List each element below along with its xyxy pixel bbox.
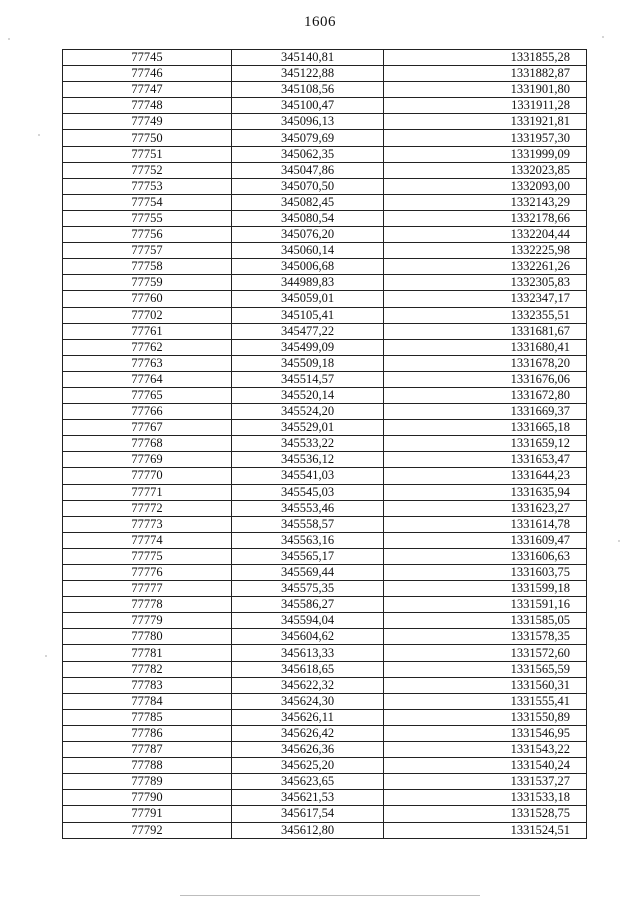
x-coordinate-cell: 345105,41 (232, 307, 384, 323)
y-coordinate-cell: 1331543,22 (384, 742, 587, 758)
y-coordinate-cell: 1331681,67 (384, 323, 587, 339)
x-coordinate-cell: 345617,54 (232, 806, 384, 822)
scan-speck (8, 38, 10, 40)
x-coordinate-cell: 345100,47 (232, 98, 384, 114)
point-number-cell: 77702 (63, 307, 232, 323)
point-number-cell: 77778 (63, 597, 232, 613)
point-number-cell: 77747 (63, 82, 232, 98)
point-number-cell: 77766 (63, 404, 232, 420)
table-row (63, 725, 587, 741)
point-number-cell: 77751 (63, 146, 232, 162)
table-row (63, 613, 587, 629)
point-number-cell: 77767 (63, 420, 232, 436)
x-coordinate-cell: 345062,35 (232, 146, 384, 162)
y-coordinate-cell: 1331614,78 (384, 516, 587, 532)
point-number-cell: 77748 (63, 98, 232, 114)
x-coordinate-cell: 345520,14 (232, 387, 384, 403)
y-coordinate-cell: 1331644,23 (384, 468, 587, 484)
table-row (63, 291, 587, 307)
x-coordinate-cell: 345565,17 (232, 548, 384, 564)
y-coordinate-cell: 1332305,83 (384, 275, 587, 291)
x-coordinate-cell: 345096,13 (232, 114, 384, 130)
point-number-cell: 77759 (63, 275, 232, 291)
point-number-cell: 77780 (63, 629, 232, 645)
table-row (63, 565, 587, 581)
table-row (63, 629, 587, 645)
y-coordinate-cell: 1331585,05 (384, 613, 587, 629)
point-number-cell: 77770 (63, 468, 232, 484)
y-coordinate-cell: 1331528,75 (384, 806, 587, 822)
x-coordinate-cell: 345613,33 (232, 645, 384, 661)
x-coordinate-cell: 345070,50 (232, 178, 384, 194)
point-number-cell: 77745 (63, 50, 232, 66)
table-row (63, 645, 587, 661)
y-coordinate-cell: 1331957,30 (384, 130, 587, 146)
table-row (63, 130, 587, 146)
point-number-cell: 77779 (63, 613, 232, 629)
table-row (63, 484, 587, 500)
table-row (63, 323, 587, 339)
table-row (63, 146, 587, 162)
x-coordinate-cell: 345553,46 (232, 500, 384, 516)
table-row (63, 436, 587, 452)
x-coordinate-cell: 345622,32 (232, 677, 384, 693)
table-row (63, 790, 587, 806)
y-coordinate-cell: 1331599,18 (384, 581, 587, 597)
x-coordinate-cell: 345076,20 (232, 227, 384, 243)
table-row (63, 355, 587, 371)
point-number-cell: 77785 (63, 709, 232, 725)
table-row (63, 548, 587, 564)
table-row (63, 468, 587, 484)
table-row (63, 210, 587, 226)
coordinates-table-body (63, 50, 587, 839)
point-number-cell: 77753 (63, 178, 232, 194)
point-number-cell: 77768 (63, 436, 232, 452)
y-coordinate-cell: 1331603,75 (384, 565, 587, 581)
y-coordinate-cell: 1331540,24 (384, 758, 587, 774)
y-coordinate-cell: 1331591,16 (384, 597, 587, 613)
y-coordinate-cell: 1331578,35 (384, 629, 587, 645)
page-number: 1606 (304, 14, 336, 30)
x-coordinate-cell: 345621,53 (232, 790, 384, 806)
y-coordinate-cell: 1331882,87 (384, 66, 587, 82)
x-coordinate-cell: 345586,27 (232, 597, 384, 613)
point-number-cell: 77788 (63, 758, 232, 774)
x-coordinate-cell: 345006,68 (232, 259, 384, 275)
point-number-cell: 77773 (63, 516, 232, 532)
point-number-cell: 77761 (63, 323, 232, 339)
point-number-cell: 77774 (63, 532, 232, 548)
x-coordinate-cell: 345569,44 (232, 565, 384, 581)
x-coordinate-cell: 345529,01 (232, 420, 384, 436)
y-coordinate-cell: 1331555,41 (384, 693, 587, 709)
x-coordinate-cell: 345618,65 (232, 661, 384, 677)
x-coordinate-cell: 345524,20 (232, 404, 384, 420)
table-row (63, 742, 587, 758)
y-coordinate-cell: 1331550,89 (384, 709, 587, 725)
y-coordinate-cell: 1331524,51 (384, 822, 587, 838)
x-coordinate-cell: 345060,14 (232, 243, 384, 259)
x-coordinate-cell: 345626,36 (232, 742, 384, 758)
x-coordinate-cell: 345122,88 (232, 66, 384, 82)
y-coordinate-cell: 1331565,59 (384, 661, 587, 677)
y-coordinate-cell: 1331901,80 (384, 82, 587, 98)
scan-edge-line (180, 895, 480, 896)
x-coordinate-cell: 345533,22 (232, 436, 384, 452)
table-row (63, 709, 587, 725)
point-number-cell: 77789 (63, 774, 232, 790)
point-number-cell: 77786 (63, 725, 232, 741)
table-row (63, 500, 587, 516)
y-coordinate-cell: 1331680,41 (384, 339, 587, 355)
point-number-cell: 77746 (63, 66, 232, 82)
table-row (63, 66, 587, 82)
y-coordinate-cell: 1331533,18 (384, 790, 587, 806)
point-number-cell: 77755 (63, 210, 232, 226)
table-row (63, 532, 587, 548)
table-row (63, 114, 587, 130)
point-number-cell: 77776 (63, 565, 232, 581)
table-row (63, 661, 587, 677)
table-row (63, 259, 587, 275)
y-coordinate-cell: 1331678,20 (384, 355, 587, 371)
coordinates-table (62, 49, 587, 839)
table-row (63, 50, 587, 66)
y-coordinate-cell: 1331537,27 (384, 774, 587, 790)
x-coordinate-cell: 345140,81 (232, 50, 384, 66)
x-coordinate-cell: 344989,83 (232, 275, 384, 291)
table-row (63, 806, 587, 822)
point-number-cell: 77763 (63, 355, 232, 371)
x-coordinate-cell: 345563,16 (232, 532, 384, 548)
table-row (63, 404, 587, 420)
table-row (63, 597, 587, 613)
y-coordinate-cell: 1332355,51 (384, 307, 587, 323)
y-coordinate-cell: 1332261,26 (384, 259, 587, 275)
table-row (63, 178, 587, 194)
table-row (63, 194, 587, 210)
table-row (63, 693, 587, 709)
point-number-cell: 77756 (63, 227, 232, 243)
x-coordinate-cell: 345541,03 (232, 468, 384, 484)
x-coordinate-cell: 345499,09 (232, 339, 384, 355)
y-coordinate-cell: 1331635,94 (384, 484, 587, 500)
scan-speck (38, 134, 40, 136)
table-row (63, 82, 587, 98)
point-number-cell: 77750 (63, 130, 232, 146)
point-number-cell: 77764 (63, 371, 232, 387)
table-row (63, 307, 587, 323)
x-coordinate-cell: 345575,35 (232, 581, 384, 597)
table-row (63, 581, 587, 597)
y-coordinate-cell: 1332204,44 (384, 227, 587, 243)
x-coordinate-cell: 345514,57 (232, 371, 384, 387)
x-coordinate-cell: 345079,69 (232, 130, 384, 146)
point-number-cell: 77758 (63, 259, 232, 275)
point-number-cell: 77775 (63, 548, 232, 564)
y-coordinate-cell: 1331653,47 (384, 452, 587, 468)
x-coordinate-cell: 345059,01 (232, 291, 384, 307)
point-number-cell: 77771 (63, 484, 232, 500)
point-number-cell: 77749 (63, 114, 232, 130)
y-coordinate-cell: 1332093,00 (384, 178, 587, 194)
point-number-cell: 77772 (63, 500, 232, 516)
table-row (63, 162, 587, 178)
y-coordinate-cell: 1332225,98 (384, 243, 587, 259)
point-number-cell: 77769 (63, 452, 232, 468)
table-row (63, 516, 587, 532)
point-number-cell: 77784 (63, 693, 232, 709)
y-coordinate-cell: 1331669,37 (384, 404, 587, 420)
table-row (63, 774, 587, 790)
point-number-cell: 77783 (63, 677, 232, 693)
table-row (63, 227, 587, 243)
point-number-cell: 77757 (63, 243, 232, 259)
x-coordinate-cell: 345624,30 (232, 693, 384, 709)
point-number-cell: 77781 (63, 645, 232, 661)
x-coordinate-cell: 345558,57 (232, 516, 384, 532)
x-coordinate-cell: 345108,56 (232, 82, 384, 98)
table-row (63, 420, 587, 436)
point-number-cell: 77752 (63, 162, 232, 178)
x-coordinate-cell: 345626,42 (232, 725, 384, 741)
x-coordinate-cell: 345623,65 (232, 774, 384, 790)
y-coordinate-cell: 1331560,31 (384, 677, 587, 693)
y-coordinate-cell: 1331911,28 (384, 98, 587, 114)
x-coordinate-cell: 345612,80 (232, 822, 384, 838)
table-row (63, 677, 587, 693)
y-coordinate-cell: 1331659,12 (384, 436, 587, 452)
x-coordinate-cell: 345477,22 (232, 323, 384, 339)
y-coordinate-cell: 1332347,17 (384, 291, 587, 307)
scan-speck (618, 540, 620, 542)
table-row (63, 822, 587, 838)
point-number-cell: 77792 (63, 822, 232, 838)
x-coordinate-cell: 345545,03 (232, 484, 384, 500)
y-coordinate-cell: 1331676,06 (384, 371, 587, 387)
scan-speck (602, 36, 604, 38)
table-row (63, 387, 587, 403)
y-coordinate-cell: 1331606,63 (384, 548, 587, 564)
y-coordinate-cell: 1331623,27 (384, 500, 587, 516)
point-number-cell: 77782 (63, 661, 232, 677)
y-coordinate-cell: 1331855,28 (384, 50, 587, 66)
y-coordinate-cell: 1332023,85 (384, 162, 587, 178)
x-coordinate-cell: 345594,04 (232, 613, 384, 629)
table-row (63, 98, 587, 114)
y-coordinate-cell: 1331609,47 (384, 532, 587, 548)
scan-speck (45, 655, 47, 657)
point-number-cell: 77777 (63, 581, 232, 597)
y-coordinate-cell: 1331672,80 (384, 387, 587, 403)
x-coordinate-cell: 345080,54 (232, 210, 384, 226)
y-coordinate-cell: 1331546,95 (384, 725, 587, 741)
table-row (63, 371, 587, 387)
y-coordinate-cell: 1331665,18 (384, 420, 587, 436)
y-coordinate-cell: 1331572,60 (384, 645, 587, 661)
x-coordinate-cell: 345604,62 (232, 629, 384, 645)
point-number-cell: 77787 (63, 742, 232, 758)
point-number-cell: 77760 (63, 291, 232, 307)
y-coordinate-cell: 1332178,66 (384, 210, 587, 226)
x-coordinate-cell: 345047,86 (232, 162, 384, 178)
point-number-cell: 77765 (63, 387, 232, 403)
y-coordinate-cell: 1331921,81 (384, 114, 587, 130)
x-coordinate-cell: 345509,18 (232, 355, 384, 371)
table-row (63, 452, 587, 468)
point-number-cell: 77754 (63, 194, 232, 210)
table-row (63, 243, 587, 259)
x-coordinate-cell: 345536,12 (232, 452, 384, 468)
x-coordinate-cell: 345626,11 (232, 709, 384, 725)
y-coordinate-cell: 1331999,09 (384, 146, 587, 162)
table-row (63, 275, 587, 291)
table-row (63, 339, 587, 355)
point-number-cell: 77762 (63, 339, 232, 355)
x-coordinate-cell: 345082,45 (232, 194, 384, 210)
point-number-cell: 77790 (63, 790, 232, 806)
x-coordinate-cell: 345625,20 (232, 758, 384, 774)
y-coordinate-cell: 1332143,29 (384, 194, 587, 210)
table-row (63, 758, 587, 774)
point-number-cell: 77791 (63, 806, 232, 822)
